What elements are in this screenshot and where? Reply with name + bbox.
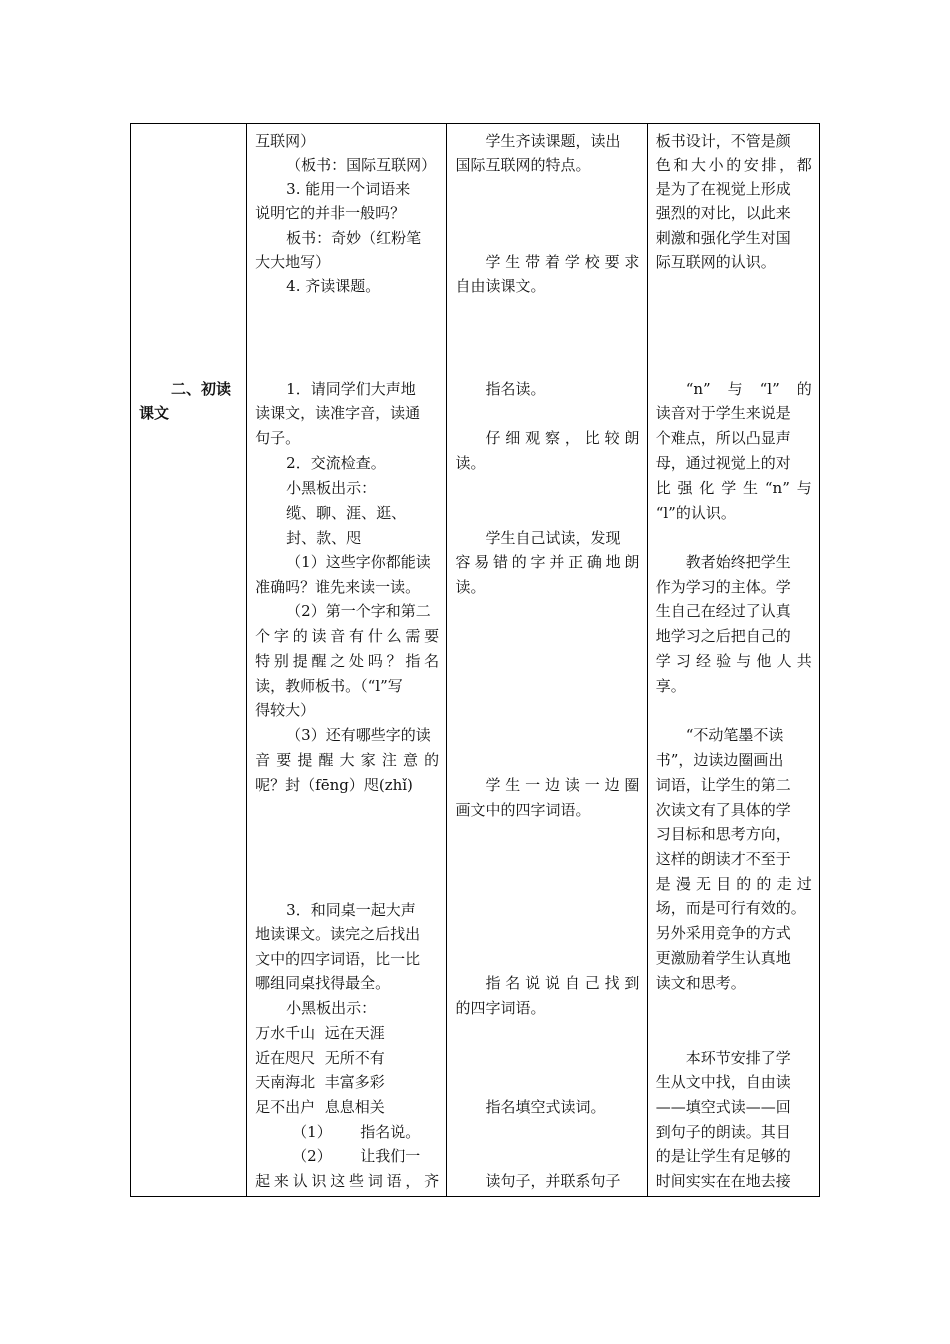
- teacher-line: 4. 齐读课题。: [286, 277, 381, 295]
- teacher-line: 缆、聊、涯、逛、: [286, 504, 407, 522]
- intent-line: 读音对于学生来说是: [655, 404, 791, 422]
- lesson-plan-table: [130, 123, 820, 1197]
- student-line: 容易错的字并正确地朗: [455, 553, 640, 571]
- intent-line: 这样的朗读才不至于: [655, 850, 791, 868]
- intent-line: 读文和思考。: [655, 974, 746, 992]
- teacher-line: （1）这些字你都能读: [286, 553, 431, 571]
- student-line: 学生一边读一边圈: [485, 776, 640, 794]
- teacher-line: 小黑板出示：: [286, 479, 377, 497]
- student-line: 指名说说自己找到: [485, 974, 640, 992]
- teacher-line: 个字的读音有什么需要: [255, 627, 440, 645]
- design-intent-cell: [647, 124, 819, 1197]
- student-line: 仔细观察，比较朗: [485, 429, 640, 447]
- teacher-activity-cell: [247, 124, 447, 1197]
- intent-line: 是为了在视觉上形成: [655, 180, 791, 198]
- intent-line: 词语，让学生的第二: [655, 776, 791, 794]
- intent-line: 比强化学生“n”与: [655, 479, 812, 497]
- student-line: 的四字词语。: [455, 999, 546, 1017]
- intent-line: “l”的认识。: [655, 504, 736, 522]
- student-line: 画文中的四字词语。: [455, 801, 591, 819]
- intent-line: 强烈的对比，以此来: [655, 204, 791, 222]
- intent-line: 书”，边读边圈画出: [655, 751, 784, 769]
- intent-line: 次读文有了具体的学: [655, 801, 791, 819]
- teacher-line: 互联网）: [255, 132, 316, 150]
- stage-title-line2: 课文: [139, 404, 170, 422]
- teacher-line: 足不出户 息息相关: [255, 1098, 385, 1116]
- teacher-line: 3．和同桌一起大声: [286, 901, 416, 919]
- intent-line: 地学习之后把自己的: [655, 627, 791, 645]
- teacher-line: 大大地写）: [255, 253, 331, 271]
- teacher-line: 天南海北 丰富多彩: [255, 1073, 385, 1091]
- teacher-line: 起来认识这些词语，齐: [255, 1172, 440, 1190]
- teacher-line: 准确吗？谁先来读一读。: [255, 578, 421, 596]
- teacher-line: 呢？封（fēng）咫(zhǐ): [255, 776, 413, 794]
- intent-line: 场，而是可行有效的。: [655, 899, 806, 917]
- intent-line: 板书设计，不管是颜: [655, 132, 791, 150]
- student-line: 学生齐读课题，读出: [485, 132, 621, 150]
- teacher-line: （3）还有哪些字的读: [286, 726, 431, 744]
- intent-line: “n”与“l”的: [685, 380, 812, 398]
- teacher-line: 哪组同桌找得最全。: [255, 974, 391, 992]
- teacher-line: 万水千山 远在天涯: [255, 1024, 385, 1042]
- intent-line: 生自己在经过了认真: [655, 602, 791, 620]
- teacher-line: 读课文，读准字音，读通: [255, 404, 421, 422]
- intent-line: 母，通过视觉上的对: [655, 454, 791, 472]
- student-line: 指名填空式读词。: [485, 1098, 606, 1116]
- teacher-line: 说明它的并非一般吗？: [255, 204, 406, 222]
- stage-cell: [131, 124, 247, 1197]
- intent-line: 刺激和强化学生对国: [655, 229, 791, 247]
- intent-line: 习目标和思考方向，: [655, 825, 791, 843]
- teacher-line: 地读课文。读完之后找出: [255, 925, 421, 943]
- intent-line: 享。: [655, 677, 686, 695]
- student-line: 指名读。: [485, 380, 546, 398]
- student-activity-cell: [447, 124, 647, 1197]
- student-line: 国际互联网的特点。: [455, 156, 591, 174]
- teacher-line: 音要提醒大家注意的: [255, 751, 440, 769]
- student-line: 自由读课文。: [455, 277, 546, 295]
- student-line: 学生带着学校要求: [485, 253, 640, 271]
- student-line: 读句子，并联系句子: [485, 1172, 621, 1190]
- teacher-line: 板书：奇妙（红粉笔: [286, 229, 422, 247]
- teacher-line: （2）第一个字和第二: [286, 602, 431, 620]
- intent-line: 学习经验与他人共: [655, 652, 812, 670]
- intent-line: ——填空式读——回: [655, 1098, 791, 1116]
- intent-line: 更激励着学生认真地: [655, 949, 791, 967]
- student-line: 学生自己试读，发现: [485, 529, 621, 547]
- intent-line: 生从文中找，自由读: [655, 1073, 791, 1091]
- teacher-line: 1．请同学们大声地: [286, 380, 416, 398]
- teacher-line: 文中的四字词语，比一比: [255, 950, 421, 968]
- intent-line: “不动笔墨不读: [685, 726, 784, 744]
- teacher-line: （2） 让我们一: [292, 1147, 421, 1165]
- teacher-line: 2．交流检查。: [286, 454, 386, 472]
- table-row: [131, 124, 820, 1197]
- intent-line: 个难点，所以凸显声: [655, 429, 791, 447]
- teacher-line: 3. 能用一个词语来: [286, 180, 411, 198]
- intent-line: 时间实实在在地去接: [655, 1172, 791, 1190]
- teacher-line: （1） 指名说。: [292, 1123, 421, 1141]
- teacher-line: 近在咫尺 无所不有: [255, 1049, 385, 1067]
- intent-line: 色和大小的安排，都: [655, 156, 812, 174]
- intent-line: 本环节安排了学: [685, 1049, 791, 1067]
- teacher-line: 得较大）: [255, 701, 316, 719]
- teacher-line: 读，教师板书。（“l”写: [255, 677, 403, 695]
- intent-line: 际互联网的认识。: [655, 253, 776, 271]
- teacher-line: 封、款、咫: [286, 529, 362, 547]
- intent-line: 到句子的朗读。其目: [655, 1123, 791, 1141]
- intent-line: 的是让学生有足够的: [655, 1147, 791, 1165]
- intent-line: 另外采用竞争的方式: [655, 924, 791, 942]
- teacher-line: （板书：国际互联网）: [286, 156, 437, 174]
- student-line: 读。: [455, 578, 486, 596]
- intent-line: 作为学习的主体。学: [655, 578, 791, 596]
- intent-line: 教者始终把学生: [685, 553, 791, 571]
- stage-title-line1: 二、初读: [171, 380, 232, 398]
- teacher-line: 特别提醒之处吗？指名: [255, 652, 440, 670]
- student-line: 读。: [455, 454, 486, 472]
- intent-line: 是漫无目的的走过: [655, 875, 812, 893]
- teacher-line: 句子。: [255, 429, 301, 447]
- teacher-line: 小黑板出示：: [286, 999, 377, 1017]
